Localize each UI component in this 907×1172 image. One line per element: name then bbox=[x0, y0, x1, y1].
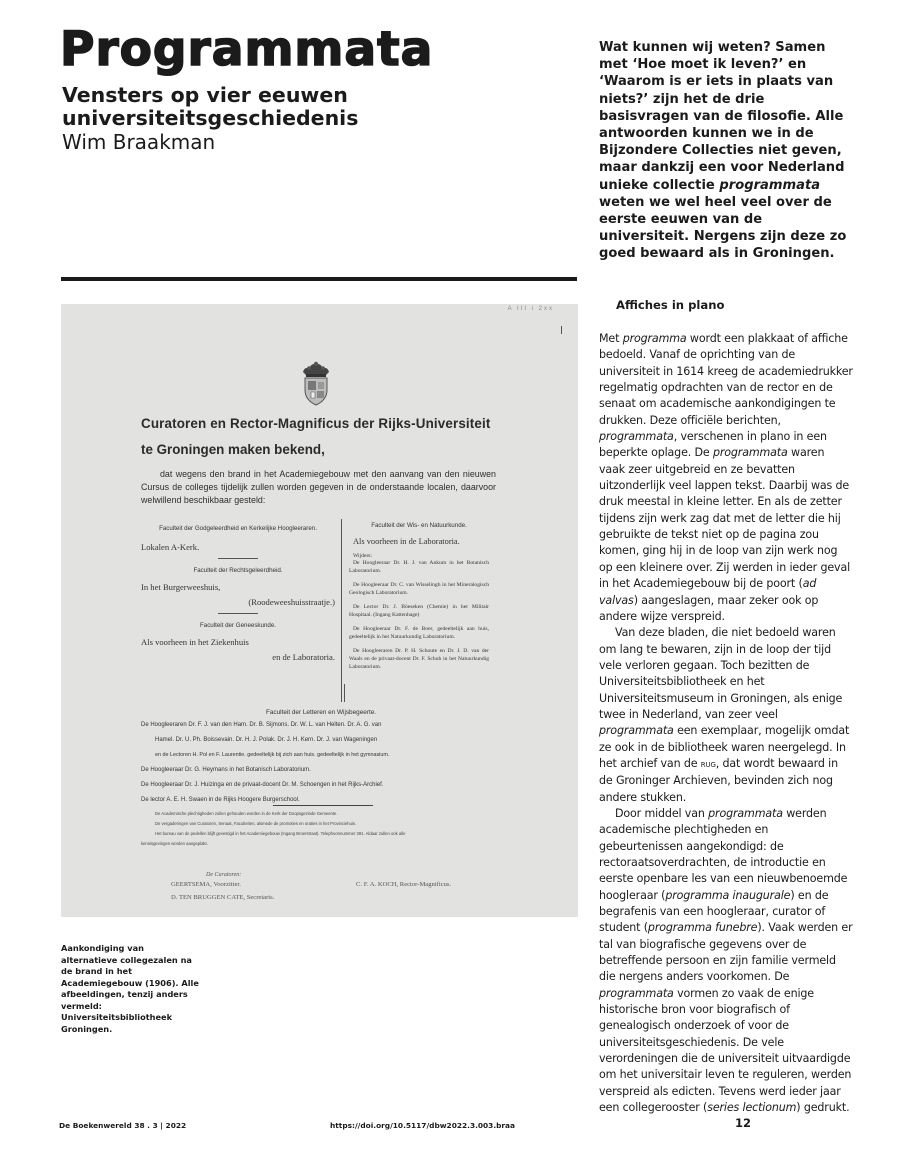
emphasis: programma bbox=[622, 332, 687, 345]
note-line: Het bureau van de pedellen blijft gevestigd in het Academiegebouw (Ingang Broerstraat). Telephoonnummer 391. Aldaar zullen ook alle bbox=[155, 831, 406, 836]
science-item: De Hoogleeraar Dr. H. J. van Ankum in het Botanisch Laboratorium. bbox=[349, 560, 489, 574]
text: wordt een plakkaat of affiche bedoeld. Vanaf de oprichting van de universiteit in 1614 kreeg de academiedrukker regelmatig opdrachten van de rector en de senaat om academische aankondigingen te drukken. Deze officiële berichten, bbox=[599, 332, 853, 427]
intro-paragraph bbox=[599, 39, 851, 263]
science-item: De Hoogleeraren Dr. P. H. Schoute en Dr. J. D. van der Waals en de privaat-docent Dr. F. Schuh in het Natuurkundig Laboratorium. bbox=[349, 648, 489, 670]
document-right-column bbox=[349, 522, 489, 671]
document-notes bbox=[141, 809, 501, 849]
emphasis: series lectionum bbox=[707, 1101, 797, 1115]
document-heading-line-1: Curatoren en Rector-Magnificus der Rijks-Universiteit bbox=[141, 416, 491, 431]
subtitle-line-2: universiteitsgeschiedenis bbox=[62, 106, 359, 130]
emphasis: programmata bbox=[599, 986, 674, 1000]
text: ) gedrukt. bbox=[796, 1101, 850, 1115]
emphasis: programma funebre bbox=[647, 921, 758, 935]
document-lead: dat wegens den brand in het Academiegebouw met den aanvang van den nieuwen Cursus de colleges tijdelijk zullen worden gegeven in de onderstaande localen, daarvoor welwillend beschikbaar gesteld: bbox=[141, 469, 496, 506]
emphasis: programma inaugurale bbox=[665, 888, 791, 902]
document-signatures bbox=[141, 872, 501, 901]
archive-mark: A III i 2xx bbox=[507, 306, 554, 312]
document-left-column bbox=[141, 522, 335, 662]
article-title: Programmata bbox=[60, 22, 434, 77]
body-paragraph-3 bbox=[599, 806, 853, 1117]
author-name: Wim Braakman bbox=[62, 130, 216, 154]
subtitle-line-1: Vensters op vier eeuwen bbox=[62, 83, 348, 107]
faculty-medicine-label: Faculteit der Geneeskunde. bbox=[199, 622, 276, 629]
faculty-science-label: Faculteit der Wis- en Natuurkunde. bbox=[371, 522, 467, 529]
signature-chairman: GEERTSEMA, Voorzitter. bbox=[171, 881, 241, 888]
body-paragraph-2 bbox=[599, 625, 853, 806]
footer-doi-link[interactable]: https://doi.org/10.5117/dbw2022.3.003.braa bbox=[330, 1121, 516, 1130]
footer-journal: De Boekenwereld 38 . 3 | 2022 bbox=[59, 1121, 187, 1130]
faculty-law-location-1: In het Burgerweeshuis, bbox=[141, 582, 221, 592]
faculty-science-location: Als voorheen in de Laboratoria. bbox=[353, 537, 460, 546]
text: ). Vaak werden er tal van biografische gegevens over de betreffende persoon en zijn familie vermeld die nergens anders voorkomen. De bbox=[599, 921, 853, 984]
faculty-medicine-location-1: Als voorheen in het Ziekenhuis bbox=[141, 637, 249, 647]
text: vormen zo vaak de enige historische bron voor biografisch of genealogisch onderzoek of voor de universiteitsgeschiedenis. De vele verordeningen die de universiteit uitvaardigde om het universitair leven te reguleren, werden verspreid als edicten. Tevens werd ieder jaar een collegerooster ( bbox=[599, 986, 852, 1115]
text: een exemplaar, mogelijk omdat ze ook in de bibliotheek waren neergelegd. In het archief van de bbox=[599, 724, 850, 770]
abbreviation: rug bbox=[700, 758, 716, 770]
emphasis: ad valvas bbox=[599, 577, 817, 607]
faculty-letters-block bbox=[141, 709, 501, 808]
letters-line: De Hoogleeraren Dr. F. J. van den Ham. Dr. B. Sijmons. Dr. W. L. van Helten. Dr. A. G. van bbox=[141, 722, 382, 728]
science-item: De Hoogleeraar Dr. F. de Boer, gedeeltelijk aan huis, gedeeltelijk in het Natuurkundig Laboratorium. bbox=[349, 626, 489, 640]
scan-mark bbox=[561, 326, 562, 334]
curatoren-label: De Curatoren: bbox=[206, 872, 242, 878]
note-line: De Academische plechtigheden zullen gehouden worden in de Kerk der Doopsgezinde Gemeente. bbox=[155, 811, 338, 816]
text: ) aangeslagen, maar zeker ook op andere wijze verspreid. bbox=[599, 593, 819, 623]
text: Met bbox=[599, 332, 623, 345]
emphasis: programmata bbox=[599, 724, 674, 738]
body-text bbox=[599, 331, 853, 1117]
emphasis: programmata bbox=[708, 806, 783, 820]
document-heading-line-2: te Groningen maken bekend, bbox=[141, 442, 325, 457]
faculty-letters-label: Faculteit der Letteren en Wijsbegeerte. bbox=[265, 709, 377, 716]
emphasis: programmata bbox=[599, 430, 674, 444]
article-subtitle bbox=[62, 84, 482, 130]
signature-secretary: D. TEN BRUGGEN CATE, Secretaris. bbox=[171, 894, 275, 901]
column-divider bbox=[341, 519, 342, 702]
column-divider bbox=[344, 684, 345, 702]
note-line: kennisgevingen worden aangeplakt. bbox=[141, 841, 208, 846]
faculty-law-location-2: (Roodeweeshuisstraatje.) bbox=[248, 597, 335, 607]
text: Door middel van bbox=[615, 806, 709, 820]
faculty-theology-label: Faculteit der Godgeleerdheid en Kerkelijke Hoogleeraren. bbox=[159, 525, 317, 532]
letters-line: De Hoogleeraar Dr. G. Heymans in het Botanisch Laboratorium. bbox=[141, 767, 311, 773]
text: waren vaak zeer uitgebreid en ze bevatten uitzonderlijk veel lappen tekst. Daarbij was de druk meestal in kleine letter. En als de zetter tijdens zijn werk zag dat met de letter die hij gebruikte de tekst niet op de pagina zou komen, ging hij in de loop van zijn werk nog op een kleinere over. Zij werden in ieder geval in het Academiegebouw bij de poort ( bbox=[599, 446, 851, 591]
text: werden academische plechtigheden en gebeurtenissen aangekondigd: de rectoraatsoverdrachten, de introductie en eerste openbare les van een nieuwbenoemde hoogleraar ( bbox=[599, 806, 848, 902]
section-heading: Affiches in plano bbox=[616, 298, 725, 312]
image-caption: Aankondiging van alternatieve collegezalen na de brand in het Academiegebouw (1906). Alle afbeeldingen, tenzij anders vermeld: Universiteitsbibliotheek Groningen. bbox=[61, 943, 199, 1034]
scanned-announcement-image bbox=[61, 304, 578, 917]
divider bbox=[218, 613, 258, 614]
letters-line: en de Lectoren H. Pol en F. Laurentie. gedeeltelijk bij zich aan huis. gedeeltelijk in het gymnasium. bbox=[155, 752, 390, 758]
coat-of-arms-icon bbox=[299, 360, 333, 406]
text: ) en de begrafenis van een hoogleraar, curator of student ( bbox=[599, 888, 829, 935]
divider bbox=[273, 805, 373, 806]
faculty-medicine-location-2: en de Laboratoria. bbox=[272, 652, 335, 662]
letters-line: De Hoogleeraar Dr. J. Huizinga en de privaat-docent Dr. M. Schoengen in het Rijks-Archief. bbox=[141, 782, 384, 788]
text: Van deze bladen, die niet bedoeld waren om lang te bewaren, zijn in de loop der tijd vele verloren gegaan. Toch bezitten de Universiteitsbibliotheek en het Universiteitsmuseum in Groningen, als enige twee in Nederland, van zeer veel bbox=[599, 626, 843, 721]
text: , verschenen in plano in een beperkte oplage. De bbox=[599, 430, 827, 460]
letters-line: De lector A. E. H. Swaen in de Rijks Hoogere Burgerschool. bbox=[141, 797, 300, 803]
note-line: De vergaderingen van Curatoren, Senaat, Faculteiten, alsmede de promoties en oraties in het Provinciehuis. bbox=[155, 821, 357, 826]
title-divider bbox=[61, 277, 577, 281]
wijders-label: Wijders: bbox=[353, 553, 373, 559]
faculty-theology-location: Lokalen A-Kerk. bbox=[141, 542, 200, 552]
science-item: De Hoogleeraar Dr. C. van Wisselingh in het Mineralogisch Geologisch Laboratorium. bbox=[349, 582, 489, 596]
divider bbox=[218, 558, 258, 559]
text: , dat wordt bewaard in de Groninger Archieven, bevinden zich nog andere stukken. bbox=[599, 756, 838, 804]
emphasis: programmata bbox=[712, 446, 788, 460]
body-paragraph-1 bbox=[599, 331, 853, 625]
science-item: De Lector Dr. J. Böeseken (Chemie) in het Militair Hospitaal. (Ingang Kattenhage) bbox=[349, 604, 489, 618]
faculty-law-label: Faculteit der Rechtsgeleerdheid. bbox=[193, 567, 283, 574]
page-number: 12 bbox=[735, 1116, 752, 1130]
signature-rector: C. F. A. KOCH, Rector-Magnificus. bbox=[356, 881, 452, 888]
intro-emphasis: programmata bbox=[719, 177, 821, 193]
intro-text: Wat kunnen wij weten? Samen met ‘Hoe moet ik leven?’ en ‘Waarom is er iets in plaats van niets?’ zijn het de drie basisvragen van de filosofie. Alle antwoorden kunnen we in de Bijzondere Collecties niet geven, maar dankzij een voor Nederland unieke collectie bbox=[599, 40, 845, 193]
letters-line: Hamel. Dr. U. Ph. Boissevain. Dr. H. J. Polak. Dr. J. H. Kern. Dr. J. van Wageningen bbox=[155, 737, 378, 743]
intro-text: weten we wel heel veel over de eerste eeuwen van de universiteit. Nergens zijn deze zo goed bewaard als in Groningen. bbox=[599, 194, 847, 262]
